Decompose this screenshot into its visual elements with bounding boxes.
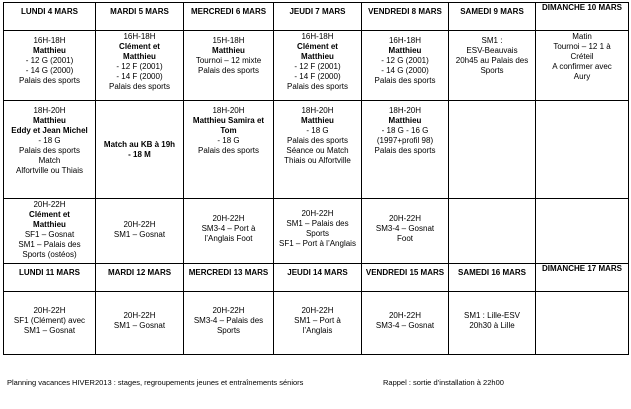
cell-wed-6-evening: 18H-20H Matthieu Samira et Tom - 18 G Palais des sports (184, 101, 274, 199)
header-fri-15: VENDREDI 15 MARS (362, 264, 449, 292)
cell-sat-9-evening (449, 101, 536, 199)
cell-tue-5-afternoon: 16H-18H Clément et Matthieu - 12 F (2001) - 14 F (2000) Palais des sports (96, 31, 184, 101)
header-sun-10: DIMANCHE 10 MARS (536, 3, 629, 31)
schedule-row-week2-night (4, 292, 629, 355)
cell-fri-8-night: 20H-22H SM3-4 – Gosnat Foot (362, 199, 449, 264)
header-sat-9: SAMEDI 9 MARS (449, 3, 536, 31)
footer-note: Planning vacances HIVER2013 : stages, regroupements jeunes et entraînements séniors (7, 378, 304, 387)
cell-wed-13-night: 20H-22H SM3-4 – Palais des Sports (184, 292, 274, 355)
header-mon-4: LUNDI 4 MARS (4, 3, 96, 31)
header-tue-12: MARDI 12 MARS (96, 264, 184, 292)
cell-thu-14-night: 20H-22H SM1 – Port à l’Anglais (274, 292, 362, 355)
cell-fri-15-night: 20H-22H SM3-4 – Gosnat (362, 292, 449, 355)
cell-sat-9-afternoon: SM1 : ESV-Beauvais 20h45 au Palais des Sports (449, 31, 536, 101)
cell-sat-9-night (449, 199, 536, 264)
cell-wed-6-afternoon: 15H-18H Matthieu Tournoi – 12 mixte Palais des sports (184, 31, 274, 101)
header-sat-16: SAMEDI 16 MARS (449, 264, 536, 292)
header-thu-14: JEUDI 14 MARS (274, 264, 362, 292)
cell-mon-4-evening: 18H-20H Matthieu Eddy et Jean Michel - 18 G Palais des sports Match Alfortville ou Thiais (4, 101, 96, 199)
header-wed-6: MERCREDI 6 MARS (184, 3, 274, 31)
cell-mon-4-night: 20H-22H Clément et Matthieu SF1 – Gosnat SM1 – Palais des Sports (ostéos) (4, 199, 96, 264)
cell-tue-5-evening: Match au KB à 19h - 18 M (96, 101, 184, 199)
cell-fri-8-afternoon: 16H-18H Matthieu - 12 G (2001) - 14 G (2000) Palais des sports (362, 31, 449, 101)
cell-sat-16-night: SM1 : Lille-ESV 20h30 à Lille (449, 292, 536, 355)
week1-header-row (4, 3, 629, 31)
cell-sun-10-night (536, 199, 629, 264)
cell-thu-7-afternoon: 16H-18H Clément et Matthieu - 12 F (2001) - 14 F (2000) Palais des sports (274, 31, 362, 101)
header-thu-7: JEUDI 7 MARS (274, 3, 362, 31)
schedule-row-evening (4, 101, 629, 199)
header-tue-5: MARDI 5 MARS (96, 3, 184, 31)
header-mon-11: LUNDI 11 MARS (4, 264, 96, 292)
schedule-row-night (4, 199, 629, 264)
footer-reminder: Rappel : sortie d’installation à 22h00 (383, 378, 504, 387)
cell-thu-7-evening: 18H-20H Matthieu - 18 G Palais des sports Séance ou Match Thiais ou Alfortville (274, 101, 362, 199)
header-fri-8: VENDREDI 8 MARS (362, 3, 449, 31)
schedule-row-afternoon (4, 31, 629, 101)
cell-tue-12-night: 20H-22H SM1 – Gosnat (96, 292, 184, 355)
cell-wed-6-night: 20H-22H SM3-4 – Port à l’Anglais Foot (184, 199, 274, 264)
cell-mon-4-afternoon: 16H-18H Matthieu - 12 G (2001) - 14 G (2000) Palais des sports (4, 31, 96, 101)
cell-thu-7-night: 20H-22H SM1 – Palais des Sports SF1 – Port à l’Anglais (274, 199, 362, 264)
cell-sun-10-afternoon: Matin Tournoi – 12 1 à Créteil A confirmer avec Aury (536, 31, 629, 101)
schedule-table (3, 2, 629, 355)
cell-fri-8-evening: 18H-20H Matthieu - 18 G - 16 G (1997+profil 98) Palais des sports (362, 101, 449, 199)
cell-mon-11-night: 20H-22H SF1 (Clément) avec SM1 – Gosnat (4, 292, 96, 355)
header-wed-13: MERCREDI 13 MARS (184, 264, 274, 292)
cell-tue-5-night: 20H-22H SM1 – Gosnat (96, 199, 184, 264)
week2-header-row (4, 264, 629, 292)
cell-sun-10-evening (536, 101, 629, 199)
cell-sun-17-night (536, 292, 629, 355)
header-sun-17: DIMANCHE 17 MARS (536, 264, 629, 292)
